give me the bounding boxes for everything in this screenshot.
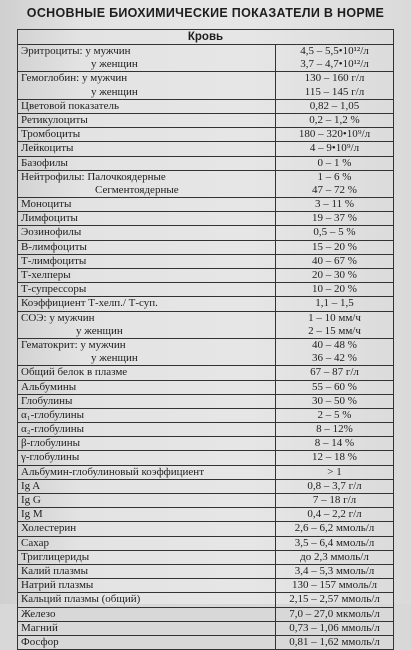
- reference-value: [276, 45, 393, 71]
- table-row-gamma-globulins: [18, 451, 393, 465]
- parameter-label: α₁-глобулины: [21, 408, 85, 421]
- value-text: 0,82 – 1,05: [309, 99, 360, 112]
- parameter-name: [18, 579, 276, 592]
- reference-value: [276, 114, 393, 127]
- table-row-ag-ratio: [18, 466, 393, 480]
- parameter-label: Лимфоциты: [21, 212, 78, 225]
- parameter-label: Фосфор: [21, 635, 59, 648]
- parameter-name: [18, 312, 276, 338]
- parameter-label: γ-глобулины: [21, 451, 80, 464]
- table-row-t-lymphocytes: [18, 255, 393, 269]
- value-text: 19 – 37 %: [312, 212, 357, 225]
- reference-value: [276, 480, 393, 493]
- parameter-name: [18, 198, 276, 211]
- parameter-label: Эозинофилы: [21, 226, 82, 239]
- value-text: 0,81 – 1,62 ммоль/л: [289, 635, 380, 648]
- reference-value: [276, 608, 393, 621]
- parameter-name: [18, 537, 276, 550]
- value-text: 0,2 – 1,2 %: [309, 113, 360, 126]
- parameter-name: [18, 255, 276, 268]
- parameter-label: у женщин: [76, 324, 123, 337]
- value-text: до 2,3 ммоль/л: [300, 550, 369, 563]
- parameter-label: Альбумины: [21, 380, 77, 393]
- parameter-label: Т-супрессоры: [21, 283, 87, 296]
- parameter-label: Эритроциты: у мужчин: [21, 45, 131, 57]
- table-row-alpha1-globulins: [18, 409, 393, 423]
- reference-value: [276, 466, 393, 479]
- value-text: 20 – 30 %: [312, 269, 357, 281]
- parameter-label: Кальций плазмы (общий): [21, 593, 141, 606]
- table-row-triglycerides: [18, 551, 393, 565]
- table-row-reticulocytes: [18, 114, 393, 128]
- reference-value: [276, 409, 393, 422]
- parameter-name: [18, 297, 276, 310]
- parameter-name: [18, 409, 276, 422]
- parameter-name: [18, 72, 276, 98]
- value-text: 55 – 60 %: [312, 380, 357, 393]
- value-text: 8 – 12%: [316, 423, 353, 436]
- parameter-label: Коэффициент Т-хелп./ Т-суп.: [21, 297, 158, 310]
- value-text: 47 – 72 %: [312, 183, 357, 196]
- table-row-globulins: [18, 395, 393, 409]
- reference-table: [17, 29, 394, 650]
- reference-value: [276, 508, 393, 521]
- reference-value: [276, 312, 393, 338]
- value-text: 1,1 – 1,5: [315, 297, 354, 310]
- parameter-label: Базофилы: [21, 156, 68, 169]
- value-text: 115 – 145 г/л: [304, 85, 365, 98]
- table-row-potassium: [18, 565, 393, 579]
- parameter-name: [18, 212, 276, 225]
- parameter-label: у женщин: [91, 352, 138, 365]
- value-text: 67 – 87 г/л: [310, 366, 359, 379]
- parameter-label: у женщин: [91, 85, 138, 98]
- table-row-calcium: [18, 593, 393, 607]
- parameter-name: [18, 466, 276, 479]
- value-text: 3,5 – 6,4 ммоль/л: [294, 536, 375, 549]
- reference-value: [276, 226, 393, 239]
- parameter-name: [18, 45, 276, 71]
- parameter-label: Триглицериды: [21, 550, 90, 563]
- value-text: 180 – 320•10⁹/л: [298, 128, 371, 141]
- value-text: 130 – 160 г/л: [304, 72, 365, 85]
- reference-value: [276, 157, 393, 170]
- reference-value: [276, 100, 393, 113]
- parameter-label: Гематокрит: у мужчин: [21, 338, 126, 351]
- value-text: > 1: [327, 465, 342, 478]
- table-row-iga: [18, 480, 393, 494]
- section-header-blood: Кровь: [18, 30, 393, 45]
- table-row-igm: [18, 508, 393, 522]
- parameter-name: [18, 565, 276, 578]
- reference-value: [276, 579, 393, 592]
- table-row-cholesterol: [18, 522, 393, 536]
- parameter-name: [18, 395, 276, 408]
- reference-value: [276, 565, 393, 578]
- table-row-sodium: [18, 579, 393, 593]
- parameter-name: [18, 593, 276, 606]
- table-row-th-ts-ratio: [18, 297, 393, 311]
- reference-value: [276, 395, 393, 408]
- parameter-name: [18, 142, 276, 155]
- table-row-esr: [18, 312, 393, 339]
- parameter-label: Т-хелперы: [21, 269, 71, 281]
- value-text: 10 – 20 %: [312, 283, 357, 296]
- parameter-name: [18, 269, 276, 282]
- table-row-alpha2-globulins: [18, 423, 393, 437]
- table-body: [18, 45, 393, 650]
- parameter-label: у женщин: [91, 58, 138, 71]
- reference-value: [276, 72, 393, 98]
- parameter-name: [18, 114, 276, 127]
- parameter-name: [18, 339, 276, 365]
- value-text: 0,4 – 2,2 г/л: [307, 508, 362, 521]
- table-row-magnesium: [18, 622, 393, 636]
- reference-value: [276, 636, 393, 649]
- value-text: 40 – 48 %: [312, 338, 357, 351]
- reference-value: [276, 241, 393, 254]
- value-text: 3,4 – 5,3 ммоль/л: [294, 564, 375, 577]
- value-text: 36 – 42 %: [312, 352, 357, 365]
- value-text: 1 – 6 %: [317, 170, 352, 183]
- table-row-neutrophils: [18, 171, 393, 198]
- reference-value: [276, 537, 393, 550]
- parameter-label: Нейтрофилы: Палочкоядерные: [21, 170, 166, 183]
- parameter-label: Сегментоядерные: [95, 183, 179, 196]
- parameter-label: Холестерин: [21, 522, 77, 535]
- parameter-name: [18, 366, 276, 379]
- reference-value: [276, 198, 393, 211]
- value-text: 2 – 15 мм/ч: [308, 324, 361, 337]
- document-title: ОСНОВНЫЕ БИОХИМИЧЕСКИЕ ПОКАЗАТЕЛИ В НОРМЕ: [26, 6, 385, 20]
- parameter-label: Общий белок в плазме: [21, 366, 128, 379]
- parameter-name: [18, 622, 276, 635]
- value-text: 0 – 1 %: [317, 156, 352, 169]
- reference-value: [276, 128, 393, 141]
- value-text: 0,73 – 1,06 ммоль/л: [289, 621, 380, 634]
- parameter-name: [18, 451, 276, 464]
- reference-value: [276, 593, 393, 606]
- parameter-name: [18, 171, 276, 197]
- table-row-sugar: [18, 537, 393, 551]
- table-row-hematocrit: [18, 339, 393, 366]
- value-text: 130 – 157 ммоль/л: [291, 579, 378, 592]
- table-row-color-index: [18, 100, 393, 114]
- value-text: 2,6 – 6,2 ммоль/л: [294, 522, 375, 535]
- table-row-lymphocytes: [18, 212, 393, 226]
- parameter-label: В-лимфоциты: [21, 240, 87, 253]
- value-text: 3 – 11 %: [314, 198, 354, 211]
- table-row-t-helpers: [18, 269, 393, 283]
- value-text: 4,5 – 5,5•10¹²/л: [300, 45, 369, 57]
- table-row-total-protein: [18, 366, 393, 380]
- table-row-igg: [18, 494, 393, 508]
- parameter-name: [18, 226, 276, 239]
- table-row-phosphorus: [18, 636, 393, 650]
- table-row-b-lymphocytes: [18, 241, 393, 255]
- table-row-leukocytes: [18, 142, 393, 156]
- parameter-label: Сахар: [21, 536, 49, 549]
- parameter-label: Ig G: [21, 494, 41, 506]
- value-text: 8 – 14 %: [314, 437, 355, 450]
- parameter-name: [18, 128, 276, 141]
- reference-value: [276, 551, 393, 564]
- table-row-iron: [18, 608, 393, 622]
- value-text: 0,8 – 3,7 г/л: [307, 479, 362, 492]
- parameter-label: Натрий плазмы: [21, 579, 94, 592]
- parameter-name: [18, 381, 276, 394]
- reference-value: [276, 339, 393, 365]
- parameter-label: Тромбоциты: [21, 128, 81, 141]
- table-row-hemoglobin: [18, 72, 393, 99]
- parameter-label: Т-лимфоциты: [21, 254, 87, 267]
- parameter-label: Ig A: [21, 479, 41, 492]
- parameter-name: [18, 157, 276, 170]
- parameter-label: Цветовой показатель: [21, 99, 119, 112]
- parameter-name: [18, 508, 276, 521]
- reference-value: [276, 381, 393, 394]
- parameter-name: [18, 551, 276, 564]
- reference-value: [276, 297, 393, 310]
- reference-value: [276, 283, 393, 296]
- value-text: 0,5 – 5 %: [313, 226, 356, 239]
- table-row-albumins: [18, 381, 393, 395]
- parameter-label: Магний: [21, 621, 58, 634]
- parameter-label: Железо: [21, 607, 56, 620]
- table-row-thrombocytes: [18, 128, 393, 142]
- parameter-name: [18, 423, 276, 436]
- reference-value: [276, 437, 393, 450]
- parameter-label: α₂-глобулины: [21, 423, 85, 436]
- parameter-label: Гемоглобин: у мужчин: [21, 72, 128, 85]
- parameter-name: [18, 636, 276, 649]
- reference-value: [276, 451, 393, 464]
- parameter-name: [18, 608, 276, 621]
- parameter-label: Ретикулоциты: [21, 113, 88, 126]
- table-row-beta-globulins: [18, 437, 393, 451]
- reference-value: [276, 494, 393, 507]
- reference-value: [276, 255, 393, 268]
- parameter-label: СОЭ: у мужчин: [21, 311, 95, 324]
- value-text: 7,0 – 27,0 мкмоль/л: [289, 607, 380, 620]
- table-row-erythrocytes: [18, 45, 393, 72]
- value-text: 12 – 18 %: [312, 451, 357, 464]
- parameter-label: Лейкоциты: [21, 142, 74, 155]
- reference-value: [276, 423, 393, 436]
- parameter-name: [18, 283, 276, 296]
- table-row-monocytes: [18, 198, 393, 212]
- value-text: 3,7 – 4,7•10¹²/л: [300, 58, 369, 71]
- value-text: 40 – 67 %: [312, 254, 357, 267]
- reference-value: [276, 171, 393, 197]
- parameter-name: [18, 241, 276, 254]
- parameter-label: Альбумин-глобулиновый коэффициент: [21, 465, 205, 478]
- parameter-name: [18, 494, 276, 507]
- parameter-name: [18, 480, 276, 493]
- parameter-label: Глобулины: [21, 394, 73, 407]
- value-text: 4 – 9•10⁹/л: [309, 142, 360, 155]
- value-text: 15 – 20 %: [312, 240, 357, 253]
- parameter-name: [18, 100, 276, 113]
- table-row-basophils: [18, 157, 393, 171]
- value-text: 2 – 5 %: [317, 408, 352, 421]
- value-text: 2,15 – 2,57 ммоль/л: [289, 593, 380, 606]
- reference-value: [276, 522, 393, 535]
- parameter-label: Моноциты: [21, 198, 72, 211]
- value-text: 7 – 18 г/л: [312, 494, 357, 506]
- parameter-label: β-глобулины: [21, 437, 81, 450]
- table-row-eosinophils: [18, 226, 393, 240]
- reference-value: [276, 366, 393, 379]
- reference-value: [276, 622, 393, 635]
- value-text: 1 – 10 мм/ч: [308, 311, 361, 324]
- parameter-name: [18, 437, 276, 450]
- reference-value: [276, 269, 393, 282]
- reference-value: [276, 212, 393, 225]
- table-row-t-suppressors: [18, 283, 393, 297]
- parameter-label: Калий плазмы: [21, 564, 88, 577]
- value-text: 30 – 50 %: [312, 394, 357, 407]
- reference-value: [276, 142, 393, 155]
- parameter-name: [18, 522, 276, 535]
- parameter-label: Ig M: [21, 508, 43, 521]
